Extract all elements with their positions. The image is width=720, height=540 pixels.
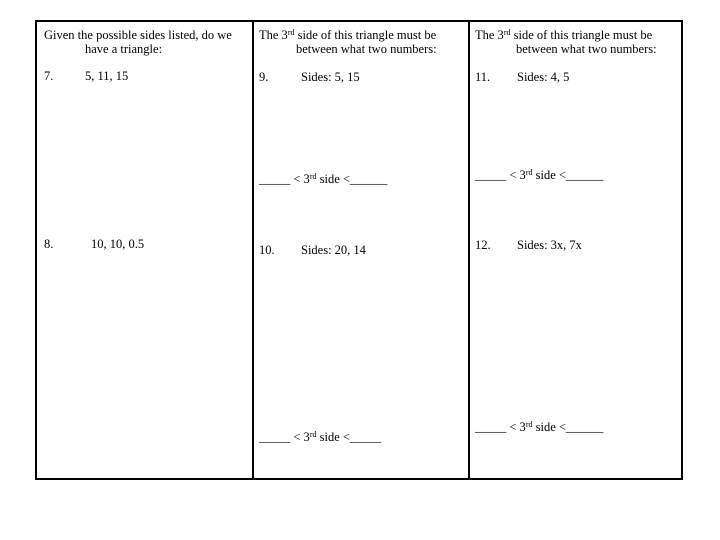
problem-sides: 10, 10, 0.5 — [91, 237, 145, 251]
worksheet-table — [35, 20, 683, 480]
problem-sides: Sides: 5, 15 — [301, 70, 360, 84]
column-divider — [252, 22, 254, 478]
column-header-third-side — [259, 28, 437, 56]
header-line: have a triangle: — [85, 42, 163, 56]
column-divider — [468, 22, 470, 478]
header-line: Given the possible sides listed, do we — [44, 28, 232, 42]
answer-line: _____ < 3rd side <______ — [475, 168, 604, 182]
answer-line: _____ < 3rd side <_____ — [259, 430, 382, 444]
problem-number: 12. — [475, 238, 491, 252]
column-header-third-side — [475, 28, 657, 56]
problem-number: 11. — [475, 70, 491, 84]
problem-number: 8. — [44, 237, 54, 251]
column-header-triangle — [44, 28, 232, 56]
header-line: The 3rd side of this triangle must be — [475, 28, 653, 42]
problem-sides: Sides: 20, 14 — [301, 243, 366, 257]
header-line: between what two numbers: — [516, 42, 657, 56]
problem-sides: 5, 11, 15 — [85, 69, 129, 83]
answer-line: _____ < 3rd side <______ — [475, 420, 604, 434]
problem-sides: Sides: 4, 5 — [517, 70, 570, 84]
header-line: between what two numbers: — [296, 42, 437, 56]
problem-number: 10. — [259, 243, 275, 257]
problem-number: 9. — [259, 70, 269, 84]
answer-line: _____ < 3rd side <______ — [259, 172, 388, 186]
problem-sides: Sides: 3x, 7x — [517, 238, 582, 252]
header-line: The 3rd side of this triangle must be — [259, 28, 437, 42]
problem-number: 7. — [44, 69, 54, 83]
